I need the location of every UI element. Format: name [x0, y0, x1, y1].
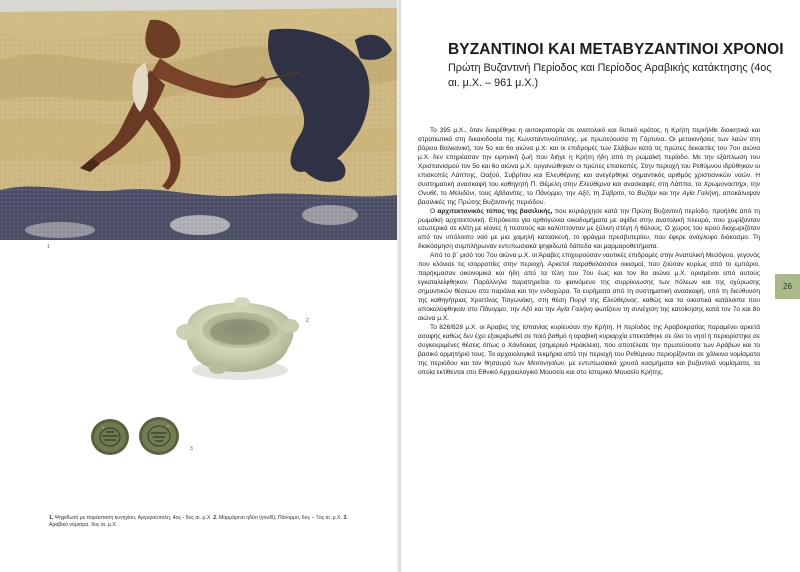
figure-number-1: 1 — [47, 244, 50, 250]
text-run: , την — [746, 180, 760, 188]
left-page — [0, 0, 399, 572]
text-run: φωτίζουν τη συνέχιση της κατοίκησης κατά τον 7ο και 8ο αιώνα μ.Χ. — [418, 306, 760, 323]
text-run: και την — [532, 306, 557, 314]
figure-caption — [49, 515, 359, 529]
italic-text: Πάνορμο — [535, 189, 562, 197]
text-run: και την — [656, 189, 683, 197]
paragraph — [418, 324, 760, 378]
paragraph — [418, 127, 760, 208]
text-run: , το — [522, 189, 536, 197]
page-number: 26 — [775, 274, 800, 299]
italic-text: Αγία Γαλήνη — [556, 306, 593, 314]
italic-text: Ελεύθερνα — [579, 180, 611, 188]
text-run: , καθώς και τα οικιστικά κατάλοιπα που αποκαλύφθηκαν στο — [418, 297, 760, 314]
italic-text: Βυζάρι — [637, 189, 657, 197]
mosaic-hunting-scene-image — [0, 0, 399, 240]
text-run: Το 395 μ.Χ., όταν διαιρέθηκε η αυτοκρατορία σε ανατολικό και δυτικό κράτος, η Κρήτη περιήλθε διοικητικά και στρατιωτικά στη δικαιοδοσία της Κωνσταντινούπολης, με πρωτεύουσα τη Γόρτυνα. Οι μετακινήσεις των λαών στη βόρεια Βαλκανική, τον 5ο και 6ο αιώνα μ.Χ. και οι επιδρομές των Σλάβων κατά τις πρώτες δεκαετίες του 7ου αιώνα μ.Χ. δεν επηρέασαν την ειρηνική ζωή που διήγε η Κρήτη ήδη από τη ρωμαϊκή περίοδο. Με την εξάπλωση του Χριστιανισμού τον 5ο και 6ο αιώνα μ.Χ. οργανώθηκαν οι πρώτες επισκοπές. Στην περιοχή του Ρεθύμνου ιδρύθηκαν οι επισκοπές Λάππης, Οαξού, Συβρίτου και Ελευθέρνης και ανεγέρθηκε σημαντικός αριθμός χριστιανικών ναών. Η συστηματική ανασκαφή του καθηγητή Π. Θέμελη στην — [418, 127, 760, 188]
text-run: και ανασκαφές στη Λάππα, το — [610, 180, 704, 188]
italic-text: Χρωμοναστήρι — [703, 180, 747, 188]
text-run: , την — [561, 189, 578, 197]
text-run: Το 826/828 μ.Χ. οι Άραβες της Ισπανίας κυρίευσαν την Κρήτη. Η περίοδος της Αραβοκρατίας παραμένει αρκετά ασαφής καθώς δεν έχει εξακριβωθεί σε ποιό βαθμό η αραβική κυριαρχία επεκτάθηκε σε όλο το νησί ή περιορίστηκε σε συγκεκριμένες θέσεις όπως ο Χάνδακας (σημερινό Ηράκλειο), που αποτέλεσε την πρωτεύουσα των Αράβων και το βασικό ορμητήριό τους. Τα αρχαιολογικά τεκμήρια από την περιοχή του Ρεθύμνου περιορίζονται σε χάλκινα νομίσματα της περιόδου και τον θησαυρό των — [418, 323, 760, 367]
italic-text: Αξό — [577, 189, 589, 197]
italic-text: Πάνορμο — [479, 306, 507, 314]
caption-text-3: Αραβικό νόμισμα, 9ος αι. μ.Χ. — [49, 522, 118, 528]
italic-text: Αβδανίτες — [493, 189, 523, 197]
body-text — [418, 127, 760, 378]
chapter-subtitle: Πρώτη Βυζαντινή Περίοδος και Περίοδος Αραβικής κατάκτησης (4ος αι. μ.Χ. – 961 μ.Χ.) — [448, 62, 772, 89]
text-run: , το — [436, 189, 450, 197]
italic-text: Ονυθέ — [418, 189, 437, 197]
text-run: Από το β΄ μισό του 7ου αιώνα μ.Χ. οι Άραβες επιχειρούσαν ναυτικές επιδρομές στην Ανατολική Μεσόγειο, γεγονός που κλόνισε τις ισορροπίες στην περιοχή. Αρκετοί παραθαλάσσιοι οικισμοί, που ζούσαν κυρίως από το εμπόριο, παρήκμασαν οικονομικά και ήδη από τα τέλη του 7ου έως και τον 8ο αιώνα μ.Χ. ορισμένοι από αυτούς εγκαταλείφθηκαν. Παράλληλα παρατηρείται το φαινόμενο της συρρίκνωσης των πόλεων και της οχύρωσης σημαντικών θέσεων στα παράλια και την ενδοχώρα. Τα ευρήματα από τη συστηματική ανασκαφή, υπό τη διεύθυνση της καθηγήτριας Χριστίνας Τσιγωνάκη, στη θέση Πυργί της — [418, 252, 760, 305]
text-run: , με εντυπωσιακά χρυσά κοσμήματα και βυζαντινά νομίσματα, τα οποία εκτίθενται στο Εθνικό Αρχαιολογικό Μουσείο και στο Ιστορικό Μουσείο Κρήτης. — [418, 359, 760, 376]
italic-text: Αξό — [521, 306, 533, 314]
caption-text-2: Μαρμάρινο ηδύο (γουδί), Πάνορμο, 6ος – 7ος αι. μ.Χ. — [217, 515, 344, 521]
figure-number-3: 3 — [190, 446, 193, 452]
caption-number-1: 1. — [49, 515, 54, 521]
italic-text: Σύβριτο — [601, 189, 625, 197]
paragraph — [418, 208, 760, 253]
text-run: , την — [506, 306, 522, 314]
caption-number-3: 3. — [343, 515, 348, 521]
text-run: , τη — [588, 189, 602, 197]
text-run: , το — [624, 189, 638, 197]
figure-number-2: 2 — [306, 318, 309, 324]
text-run: , τους — [474, 189, 494, 197]
caption-number-2: 2. — [213, 515, 218, 521]
text-run: , αποκάλυψαν βασιλικές της Πρώτης Βυζαντινής περιόδου. — [418, 189, 761, 206]
arab-coin-obverse-image — [90, 418, 130, 456]
chapter-title: ΒΥΖΑΝΤΙΝΟΙ ΚΑΙ ΜΕΤΑΒΥΖΑΝΤΙΝΟΙ ΧΡΟΝΟΙ — [448, 41, 784, 58]
marble-mortar-image — [174, 296, 304, 386]
paragraph — [418, 252, 760, 324]
italic-text: Ελεύθερνας — [602, 297, 638, 305]
italic-text: Μελιδόνι — [449, 189, 475, 197]
text-run: που κυριάρχησε κατά την Πρώτη Βυζαντινή περίοδο, προήλθε από τη ρωμαϊκή αρχιτεκτονική. Επρόκειτο για ορθογώνια οικοδομήματα με αψίδα στην ανατολική πλευρά, που χωρίζονταν εσωτερικά σε κλίτη με κίονες ή πεσσούς και καλύπτονταν με ξύλινη στέγη ή θόλους. Ο χώρος του ιερού διαχωριζόταν από τον υπόλοιπο ναό με μια χαμηλή κατασκευή, το φράγμα πρεσβυτερίου, που έφερε ανάγλυφο διάκοσμο. Τη διακόσμηση συμπλήρωναν εντυπωσιακά ψηφιδωτά δάπεδα και μαρμαροθετήματα. — [418, 207, 760, 251]
italic-text: Μεσονησίων — [527, 359, 564, 367]
text-run: Ο — [430, 207, 438, 215]
arab-coin-reverse-image — [138, 416, 180, 456]
caption-text-1: Ψηφιδωτό με παράσταση κυνηγίου, Αργυρούπολη, 4ος - 5ος αι. μ.Χ. — [53, 515, 214, 521]
bold-text: αρχιτεκτονικός τύπος της βασιλικής, — [437, 207, 553, 215]
italic-text: Αγία Γαλήνη — [682, 189, 719, 197]
